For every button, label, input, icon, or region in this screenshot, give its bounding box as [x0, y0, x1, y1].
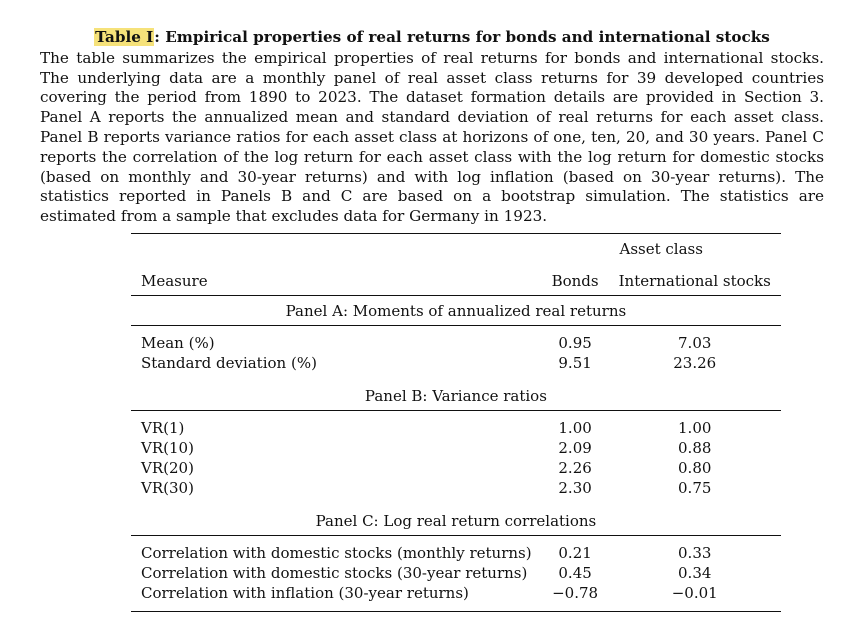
intl-stocks-value-cell: 7.03 — [678, 334, 712, 352]
bonds-value-cell: 0.95 — [558, 334, 592, 352]
intl-stocks-value-cell: 0.80 — [678, 459, 712, 477]
measure-cell: VR(10) — [141, 439, 194, 457]
measure-cell: Correlation with inflation (30-year returns) — [131, 583, 542, 612]
column-header-measure: Measure — [141, 271, 208, 290]
measure-cell: Correlation with domestic stocks (30-year returns) — [141, 564, 528, 582]
measure-cell: Correlation with domestic stocks (monthly returns) — [141, 544, 532, 562]
table-row — [131, 353, 781, 381]
bonds-value-cell: 2.09 — [558, 439, 592, 457]
table-row — [131, 438, 781, 458]
bonds-value-cell: 9.51 — [558, 354, 592, 372]
panel-heading-row — [131, 381, 781, 411]
caption-title — [40, 28, 824, 48]
data-table — [131, 233, 781, 612]
table-caption — [40, 28, 824, 227]
header-row-group — [131, 234, 781, 267]
measure-cell: VR(30) — [141, 479, 194, 497]
panel-heading-row — [131, 506, 781, 536]
bonds-value-cell: 0.21 — [558, 544, 592, 562]
table-body — [131, 296, 781, 612]
table-row — [131, 326, 781, 354]
measure-cell: Mean (%) — [141, 334, 215, 352]
panel-title: Panel A: Moments of annualized real returns — [131, 296, 781, 326]
column-header-intl-stocks: International stocks — [618, 271, 771, 290]
intl-stocks-value-cell: 0.75 — [678, 479, 712, 497]
intl-stocks-value-cell: 0.88 — [678, 439, 712, 457]
panel-heading-row — [131, 296, 781, 326]
table-row — [131, 583, 781, 612]
bonds-value-cell: 1.00 — [558, 419, 592, 437]
panel-title: Panel B: Variance ratios — [131, 381, 781, 411]
panel-title: Panel C: Log real return correlations — [131, 506, 781, 536]
asset-class-header — [542, 234, 781, 267]
intl-stocks-value-cell: 0.34 — [678, 564, 712, 582]
table-row — [131, 478, 781, 506]
table-row — [131, 458, 781, 478]
intl-stocks-value-cell: 0.33 — [678, 544, 712, 562]
intl-stocks-value-cell: 1.00 — [678, 419, 712, 437]
intl-stocks-value-cell: −0.01 — [609, 583, 781, 612]
caption-title-text: : Empirical properties of real returns for bonds and international stocks — [154, 28, 770, 46]
table-row — [131, 563, 781, 583]
table-label: Table I — [95, 28, 154, 46]
bonds-value-cell: 2.30 — [558, 479, 592, 497]
header-spacer — [131, 234, 542, 267]
bonds-value-cell: 2.26 — [558, 459, 592, 477]
measure-cell: Standard deviation (%) — [141, 354, 317, 372]
table-row — [131, 411, 781, 439]
bonds-value-cell: 0.45 — [558, 564, 592, 582]
measure-cell: VR(1) — [141, 419, 185, 437]
measure-cell: VR(20) — [141, 459, 194, 477]
asset-class-label: Asset class — [619, 240, 703, 258]
column-header-bonds: Bonds — [551, 271, 599, 290]
table-row — [131, 536, 781, 564]
intl-stocks-value-cell: 23.26 — [673, 354, 717, 372]
header-row-columns — [131, 266, 781, 296]
bonds-value-cell: −0.78 — [542, 583, 609, 612]
data-table-container — [131, 233, 771, 612]
caption-body: The table summarizes the empirical properties of real returns for bonds and international stocks. The underlying data are a monthly panel of real asset class returns for 39 developed countries covering the period from 1890 to 2023. The dataset formation details are provided in Section 3. Panel A reports the annualized mean and standard deviation of real returns for each asset class. Panel B reports variance ratios for each asset class at horizons of one, ten, 20, and 30 years. Panel C reports the correlation of the log return for each asset class with the log return for domestic stocks (based on monthly and 30-year returns) and with log inflation (based on 30-year returns). The statistics reported in Panels B and C are based on a bootstrap simulation. The statistics are estimated from a sample that excludes data for Germany in 1923. — [40, 48, 824, 226]
